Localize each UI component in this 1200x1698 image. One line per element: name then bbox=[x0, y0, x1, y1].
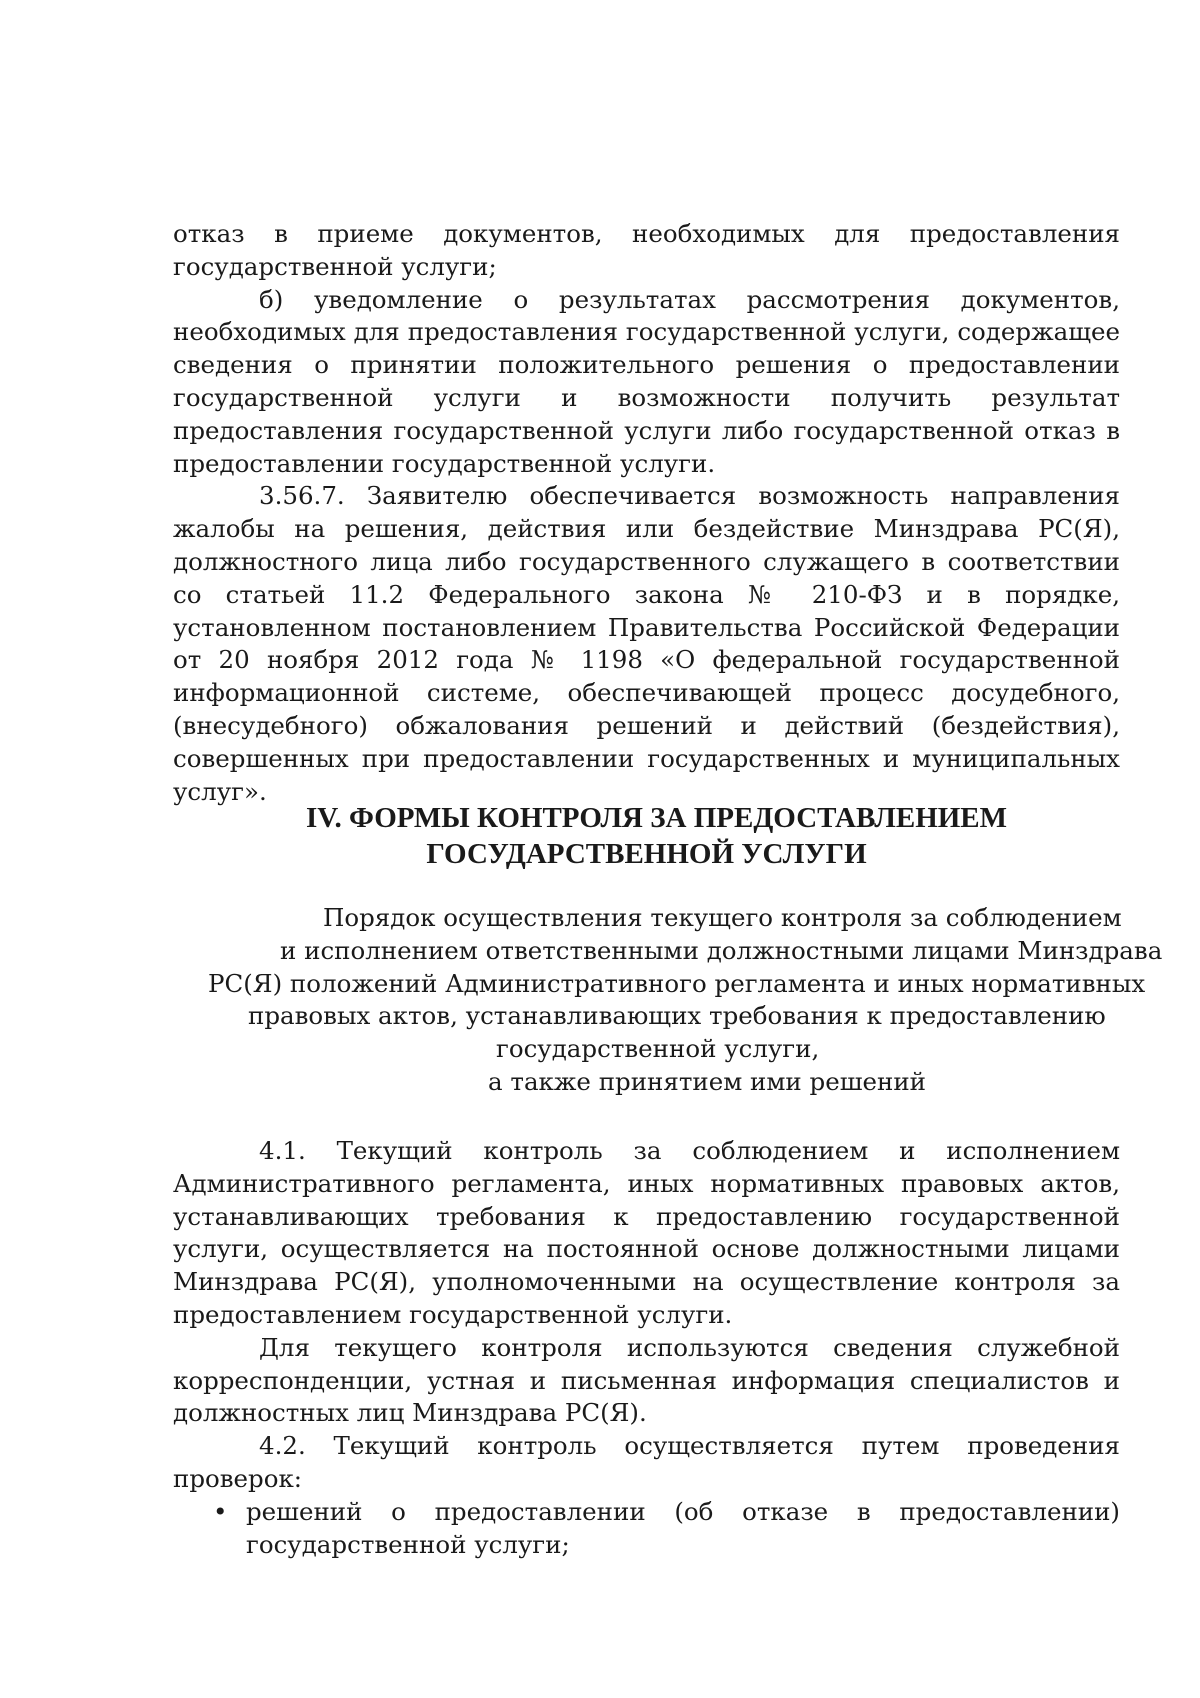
section-title-line-1: IV. ФОРМЫ КОНТРОЛЯ ЗА ПРЕДОСТАВЛЕНИЕМ bbox=[305, 802, 1008, 834]
bottom-text-block bbox=[173, 1135, 1120, 1561]
paragraph-refusal: отказ в приеме документов, необходимых для предоставления государственной услуги; bbox=[173, 219, 1120, 281]
section-title-line-2: ГОСУДАРСТВЕННОЙ УСЛУГИ bbox=[426, 838, 867, 870]
subheading-line-4: правовых актов, устанавливающих требования к предоставлению bbox=[248, 1001, 1106, 1031]
subheading-line-3: РС(Я) положений Административного регламента и иных нормативных bbox=[208, 968, 1146, 998]
paragraph-control-sources: Для текущего контроля используются сведения служебной корреспонденции, устная и письменная информация специалистов и должностных лиц Минздрава РС(Я). bbox=[173, 1332, 1120, 1428]
subheading-line-2: и исполнением ответственными должностными лицами Минздрава bbox=[280, 935, 1163, 965]
subheading bbox=[173, 902, 1163, 1099]
subheading-line-6: а также принятием ими решений bbox=[488, 1066, 926, 1096]
paragraph-4-2: 4.2. Текущий контроль осуществляется путем проведения проверок: bbox=[173, 1431, 1120, 1493]
subheading-line-5: государственной услуги, bbox=[496, 1034, 820, 1064]
bullet-marker: • bbox=[213, 1496, 228, 1526]
section-title bbox=[173, 800, 1120, 872]
bullet-item-text: решений о предоставлении (об отказе в предоставлении) государственной услуги; bbox=[246, 1496, 1120, 1559]
paragraph-notification: б) уведомление о результатах рассмотрения документов, необходимых для предоставления государственной услуги, содержащее сведения о принятии положительного решения о предоставлении государственной услуги и возможности получить результат предоставления государственной услуги либо государственной отказ в предоставлении государственной услуги. bbox=[173, 284, 1120, 478]
subheading-line-1: Порядок осуществления текущего контроля за соблюдением bbox=[323, 903, 1122, 932]
bullet-list-item bbox=[173, 1496, 1120, 1562]
paragraph-4-1: 4.1. Текущий контроль за соблюдением и исполнением Административного регламента, иных нормативных правовых актов, устанавливающих требования к предоставлению государственной услуги, осуществляется на постоянной основе должностными лицами Минздрава РС(Я), уполномоченными на осуществление контроля за предоставлением государственной услуги. bbox=[173, 1136, 1120, 1329]
top-text-block bbox=[173, 218, 1120, 808]
paragraph-complaint: 3.56.7. Заявителю обеспечивается возможность направления жалобы на решения, действия или бездействие Минздрава РС(Я), должностного лица либо государственного служащего в соответствии со статьей 11.2 Федерального закона № 210-ФЗ и в порядке, установленном постановлением Правительства Российской Федерации от 20 ноября 2012 года № 1198 «О федеральной государственной информационной системе, обеспечивающей процесс досудебного, (внесудебного) обжалования решений и действий (бездействия), совершенных при предоставлении государственных и муниципальных услуг». bbox=[173, 481, 1120, 806]
